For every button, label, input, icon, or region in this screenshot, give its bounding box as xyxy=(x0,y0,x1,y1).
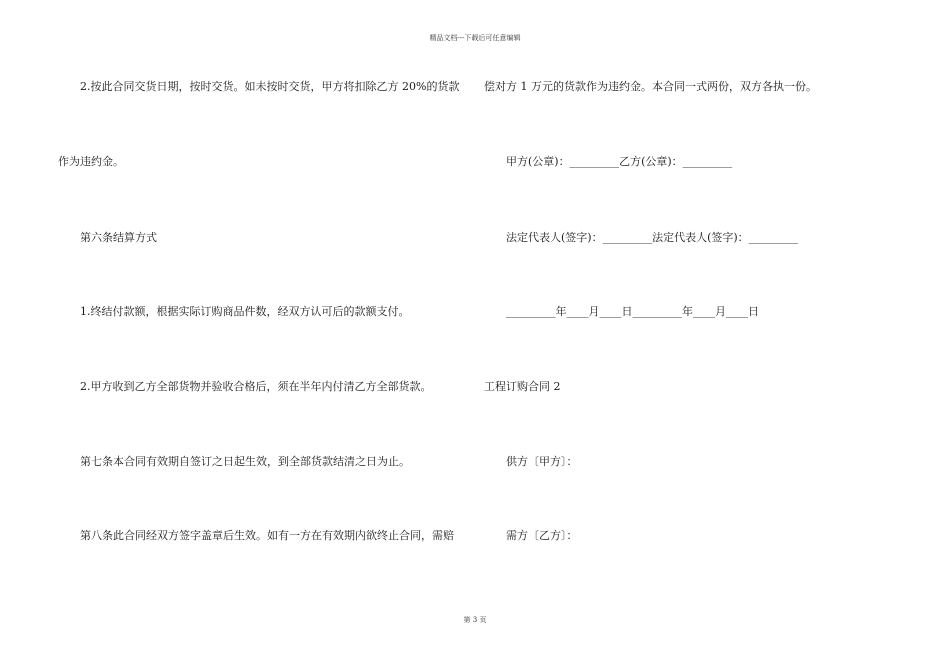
left-line-2: 作为违约金。 xyxy=(58,155,124,168)
right-line-6: 供方〔甲方〕： xyxy=(506,455,578,468)
right-line-4: _________年____月____日_________年____月____日 xyxy=(506,305,759,318)
right-line-3: 法定代表人(签字)：_________法定代表人(签字)：_________ xyxy=(506,231,799,244)
page-header: 精品文档---下载后可任意编辑 xyxy=(429,34,521,42)
left-line-3: 第六条结算方式 xyxy=(80,231,157,244)
left-line-1: 2.按此合同交货日期，按时交货。如未按时交货，甲方将扣除乙方 20%的货款 xyxy=(80,80,460,93)
left-line-7: 第八条此合同经双方签字盖章后生效。如有一方在有效期内欲终止合同，需赔 xyxy=(80,529,454,542)
right-line-7: 需方〔乙方〕： xyxy=(506,529,578,542)
right-line-5: 工程订购合同 2 xyxy=(484,380,561,393)
left-line-4: 1.终结付款额，根据实际订购商品件数，经双方认可后的款额支付。 xyxy=(80,305,410,318)
right-line-1: 偿对方 1 万元的货款作为违约金。本合同一式两份，双方各执一份。 xyxy=(484,80,817,93)
left-line-5: 2.甲方收到乙方全部货物并验收合格后，须在半年内付清乙方全部货款。 xyxy=(80,380,432,393)
page-footer: 第 3 页 xyxy=(463,616,487,624)
right-line-2: 甲方(公章)：_________乙方(公章)：_________ xyxy=(506,155,733,168)
left-line-6: 第七条本合同有效期自签订之日起生效，到全部货款结清之日为止。 xyxy=(80,455,410,468)
